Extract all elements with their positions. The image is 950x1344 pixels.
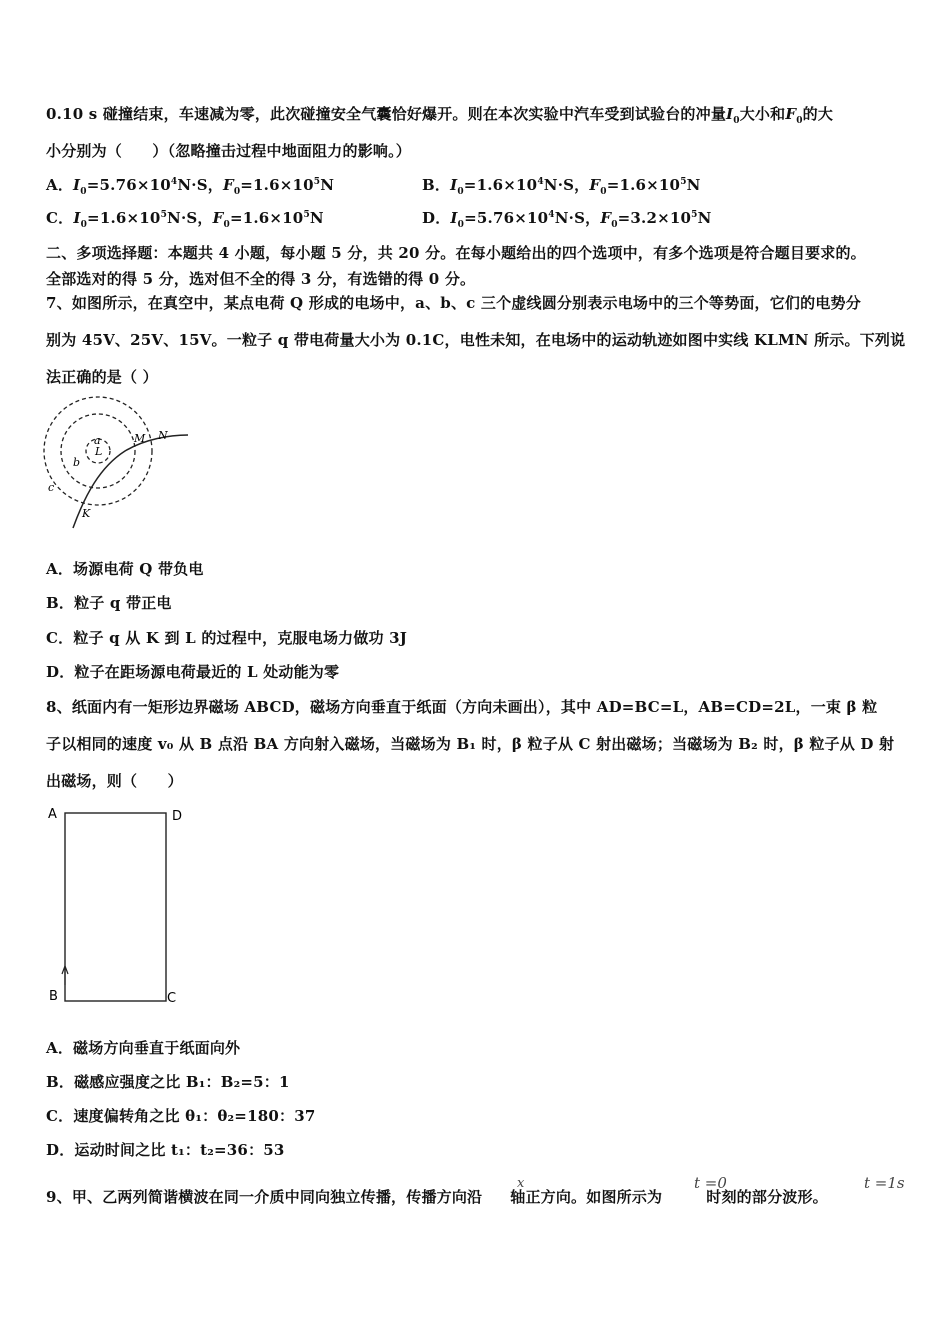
q6-option-c: C．$I_0=1.6\times 10^5N\cdot S$，$F_0=1.6\times 10^5N$ D．$I_0=5.76\times 10^4N\cdot S$，$F_0=3.2\times 10^5N$ [46,209,712,230]
q8-option-a: A．磁场方向垂直于纸面向外 [46,1039,241,1057]
q8-line1: 8、纸面内有一矩形边界磁场 ABCD，磁场方向垂直于纸面（方向未画出），其中 AD=BC=L，AB=CD=2L，一束 β 粒 [46,698,878,716]
q7-option-b: B．粒子 q 带正电 [46,594,172,612]
label-K: K [82,507,91,520]
section2-line1: 二、多项选择题：本题共 4 小题，每小题 5 分，共 20 分。在每小题给出的四个选项中，有多个选项是符合题目要求的。 [46,244,866,262]
label-M: M [134,432,146,445]
label-B: B [49,989,58,1004]
q8-line2: 子以相同的速度 v₀ 从 B 点沿 BA 方向射入磁场，当磁场为 B₁ 时，β 粒子从 C 射出磁场；当磁场为 B₂ 时，β 粒子从 D 射 [46,735,895,753]
q7-line1: 7、如图所示，在真空中，某点电荷 Q 形成的电场中，a、b、c 三个虚线圆分别表示电场中的三个等势面，它们的电势分 [46,294,861,312]
q7-option-d: D．粒子在距场源电荷最近的 L 处动能为零 [46,663,340,681]
q6-line1: 0.10 s 碰撞结束，车速减为零，此次碰撞安全气囊恰好爆开。则在本次实验中汽车受到试验台的冲量$I_0$大小和$F_0$的大 [46,105,834,126]
label-a: a [94,434,101,447]
symbol-I0: I [726,105,734,123]
q8-rectangle-figure [44,800,194,1010]
q9-time-one: t =1s [864,1174,905,1192]
label-C: C [167,991,177,1006]
q9-axis-x: x [517,1176,525,1191]
q7-equipotential-figure [40,395,200,535]
q6-option-b: B．$I_0=1.6\times 10^4N\cdot S$，$F_0=1.6\times 10^5N$ [422,176,701,197]
symbol-F0: F [785,105,797,123]
q8-option-d: D．运动时间之比 t₁：t₂=36：53 [46,1141,285,1159]
q7-option-c: C．粒子 q 从 K 到 L 的过程中，克服电场力做功 3J [46,629,408,647]
q7-option-a: A．场源电荷 Q 带负电 [46,560,204,578]
q7-line2: 别为 45V、25V、15V。一粒子 q 带电荷量大小为 0.1C，电性未知，在电场中的运动轨迹如图中实线 KLMN 所示。下列说 [46,331,906,349]
q6-option-a: A．$I_0=5.76\times 10^4N\cdot S$，$F_0=1.6\times 10^5N$ B．$I_0=1.6\times 10^4N\cdot S$，$F_0=1.6\times 10^5N$ [46,176,701,197]
label-A: A [48,807,57,822]
label-b: b [73,456,81,469]
q6-line2: 小分别为（ ）（忽略撞击过程中地面阻力的影响。） [46,142,412,160]
q6-option-d: D．$I_0=5.76\times 10^4N\cdot S$，$F_0=3.2\times 10^5N$ [422,209,712,230]
magnetic-field-boundary [65,813,166,1001]
trajectory-klmn [73,435,188,528]
q9-time-zero: t =0 [694,1174,727,1192]
q8-option-b: B．磁感应强度之比 B₁：B₂=5：1 [46,1073,290,1091]
label-c: c [48,481,55,494]
q9-line1: 9、甲、乙两列简谐横波在同一介质中同向独立传播，传播方向沿 轴正方向。如图所示为 时刻的部分波形。 [46,1188,828,1206]
label-D: D [172,809,183,824]
q8-option-c: C．速度偏转角之比 θ₁：θ₂=180：37 [46,1107,316,1125]
q8-line3: 出磁场，则（ ） [46,772,183,790]
section2-line2: 全部选对的得 5 分，选对但不全的得 3 分，有选错的得 0 分。 [46,270,476,288]
label-N: N [158,429,168,442]
q7-line3: 法正确的是（ ） [46,368,158,386]
velocity-arrow [62,966,68,985]
label-L: L [95,445,103,458]
